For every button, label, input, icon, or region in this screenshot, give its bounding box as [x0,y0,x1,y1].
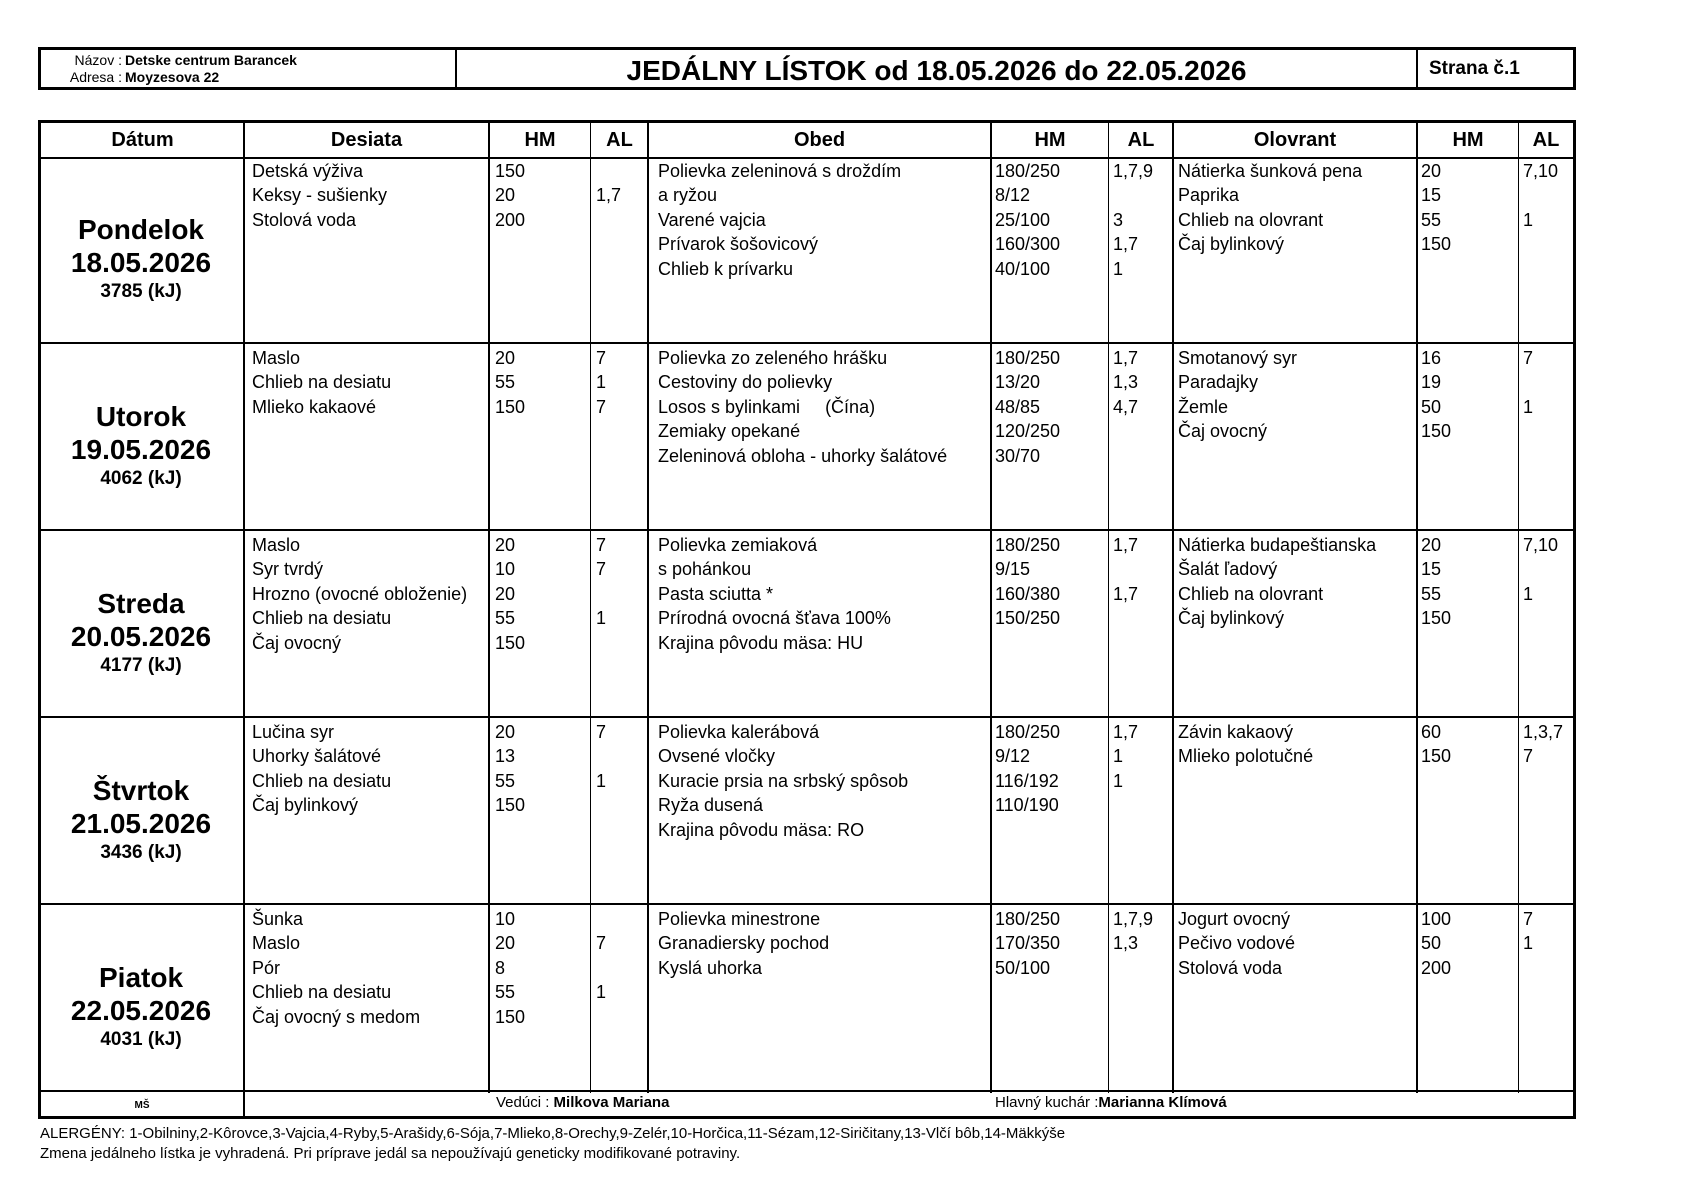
menu-item-weight: 13 [495,746,516,767]
menu-item-allergens [1523,232,1558,256]
menu-item-allergens: 1,3 [1113,933,1139,954]
menu-item-allergens: 7 [596,722,607,742]
menu-item: Zemiaky opekané [658,421,801,442]
day-date: 18.05.2026 [70,247,212,278]
menu-item-allergens [596,956,606,980]
allergens-note: ALERGÉNY: 1-Obilniny,2-Kôrovce,3-Vajcia,4-Ryby,5-Arašidy,6-Sója,7-Mlieko,8-Orechy,9-Zelér,10-Horčica,11-Sézam,12-Siričitany,13-Vlčí bôb,14-Mäkkýše [40,1125,1066,1142]
menu-item-allergens: 1,7 [1113,583,1139,604]
menu-item-allergens: 1 [1523,933,1534,954]
menu-item-allergens: 1,3 [1113,372,1139,393]
menu-item-weight: 180/250 [995,161,1061,181]
menu-item-allergens: 7 [596,348,607,368]
menu-item: Stolová voda [252,209,357,230]
menu-item-weight: 150 [495,795,526,816]
day-energy: 4031 (kJ) [100,1029,182,1050]
menu-item: Keksy - sušienky [252,185,388,206]
menu-item: Čaj bylinkový [1178,234,1285,255]
olovrant-items-column [1178,533,1376,631]
menu-item: Pečivo vodové [1178,933,1296,954]
menu-item-weight: 180/250 [995,722,1061,742]
menu-item-allergens [1113,183,1153,207]
menu-item-weight: 20 [495,535,516,555]
menu-item-allergens: 1 [596,982,607,1003]
day-date: 20.05.2026 [70,621,212,652]
menu-item-allergens: 1 [1523,396,1534,417]
olovrant-al-column [1523,346,1533,444]
menu-item: Zeleninová obloha - uhorky šalátové [658,445,948,466]
desiata-al-column [596,533,606,655]
day-row [41,905,1573,1092]
desiata-items-column [252,533,467,655]
menu-title: JEDÁLNY LÍSTOK od 18.05.2026 do 22.05.2026 [626,55,1247,86]
menu-item: s pohánkou [658,559,752,580]
menu-item: Prírodná ovocná šťava 100% [658,608,891,629]
menu-item-allergens: 1 [1523,209,1534,230]
menu-item-allergens [596,1005,606,1029]
day-date: 19.05.2026 [70,434,212,465]
menu-item: Losos s bylinkami (Čína) [658,396,876,417]
menu-item: Polievka zo zeleného hrášku [658,348,888,368]
menu-item-allergens [1113,444,1138,468]
facility-name-value: Detske centrum Barancek [125,52,297,68]
menu-item: Chlieb na olovrant [1178,209,1324,230]
menu-item-weight: 150 [495,161,526,181]
olovrant-hm-column [1421,159,1451,257]
menu-item-weight: 180/250 [995,909,1061,929]
col-divider [1108,123,1109,1093]
desiata-al-column [596,720,606,818]
obed-al-column [1113,720,1138,842]
menu-item-weight: 160/300 [995,234,1061,255]
table-header-row [41,123,1573,159]
col-header-hm: HM [1034,129,1066,151]
menu-item-allergens [1523,419,1533,443]
menu-item-allergens: 7 [596,535,607,555]
menu-item-allergens: 7 [596,559,607,580]
menu-item: Kyslá uhorka [658,957,763,978]
menu-item-weight: 19 [1421,372,1442,393]
menu-item-weight: 20 [1421,535,1442,555]
menu-item: Čaj bylinkový [252,795,359,816]
day-date: 21.05.2026 [70,808,212,839]
olovrant-hm-column [1421,720,1451,769]
menu-item-weight: 55 [495,372,516,393]
menu-item-allergens: 1,3,7 [1523,722,1564,742]
menu-item: Polievka minestrone [658,909,821,929]
menu-item-weight: 160/380 [995,583,1061,604]
col-header-al: AL [1532,129,1560,151]
menu-item: Polievka zemiaková [658,535,818,555]
desiata-items-column [252,720,391,818]
menu-item-weight: 55 [495,608,516,629]
menu-item-allergens: 1 [1113,258,1124,279]
desiata-hm-column [495,159,525,232]
menu-item: Chlieb na desiatu [252,372,392,393]
menu-item: Ovsené vločky [658,746,776,767]
col-divider [1416,123,1418,1093]
menu-item: Šunka [252,909,304,929]
menu-item: Chlieb k prívarku [658,258,794,279]
menu-item-allergens: 1 [596,372,607,393]
menu-item: Závin kakaový [1178,722,1294,742]
menu-item-allergens: 7,10 [1523,161,1559,181]
col-divider [1172,123,1174,1093]
day-name: Pondelok [77,214,204,245]
table-footer-row [41,1090,1573,1116]
obed-items-column [658,346,947,468]
day-name: Streda [97,588,185,619]
chef-name: Marianna Klímová [1098,1094,1227,1111]
obed-al-column [1113,907,1153,980]
menu-header [38,47,1576,90]
menu-item-weight: 120/250 [995,421,1061,442]
obed-hm-column [995,346,1060,468]
menu-item-weight: 180/250 [995,535,1061,555]
menu-item: a ryžou [658,185,718,206]
desiata-items-column [252,907,420,1029]
menu-item: Polievka zeleninová s droždím [658,161,902,181]
menu-item-allergens: 7,10 [1523,535,1559,555]
olovrant-items-column [1178,159,1362,257]
menu-item-allergens [1113,793,1138,817]
obed-hm-column [995,720,1060,842]
menu-item-weight: 55 [1421,209,1442,230]
menu-item-weight: 8/12 [995,185,1031,206]
menu-item: Chlieb na desiatu [252,608,392,629]
menu-item-weight: 200 [495,209,526,230]
menu-item-allergens: 1 [1523,583,1534,604]
menu-item-weight: 50/100 [995,957,1051,978]
day-label [41,213,241,305]
menu-item-weight: 48/85 [995,396,1041,417]
footer-initials: MŠ [134,1100,150,1111]
menu-item-allergens [1523,183,1558,207]
menu-item-weight: 10 [495,559,516,580]
menu-item: Mlieko kakaové [252,396,377,417]
menu-item-weight: 20 [495,722,516,742]
desiata-hm-column [495,346,525,419]
olovrant-al-column [1523,720,1563,769]
facility-name-label: Názov : [74,52,122,68]
obed-hm-column [995,907,1060,980]
footer-chef [995,1093,1227,1113]
obed-items-column [658,159,901,281]
menu-item-allergens [596,744,606,768]
menu-item-allergens: 1 [1113,770,1124,791]
desiata-hm-column [495,907,525,1029]
menu-item: Ryža dusená [658,795,764,816]
menu-item-weight: 8 [495,957,506,978]
desiata-al-column [596,907,606,1029]
col-header-desiata: Desiata [330,129,403,151]
menu-item-weight: 20 [1421,161,1442,181]
menu-item: Maslo [252,348,301,368]
menu-item-weight: 60 [1421,722,1442,742]
day-row [41,531,1573,718]
menu-item-weight: 16 [1421,348,1442,368]
col-header-al: AL [1127,129,1155,151]
menu-item-weight: 10 [495,909,516,929]
menu-item-weight: 150 [1421,234,1452,255]
menu-item-allergens: 1,7 [1113,348,1139,368]
menu-item: Nátierka budapeštianska [1178,535,1377,555]
menu-item: Maslo [252,535,301,555]
day-row [41,344,1573,531]
menu-item-weight: 50 [1421,396,1442,417]
facility-name [53,52,297,69]
menu-item: Hrozno (ovocné obloženie) [252,583,468,604]
desiata-al-column [596,159,621,232]
obed-al-column [1113,346,1138,468]
day-energy: 4177 (kJ) [100,655,182,676]
day-label [41,400,241,492]
menu-item-allergens: 1,7 [1113,234,1139,255]
menu-item-weight: 13/20 [995,372,1041,393]
menu-item-allergens: 1 [1113,746,1124,767]
obed-hm-column [995,159,1060,281]
menu-item-weight: 116/192 [995,770,1059,791]
col-header-obed: Obed [793,129,846,151]
olovrant-al-column [1523,907,1533,980]
menu-item: Pasta sciutta * [658,583,774,604]
menu-item: Smotanový syr [1178,348,1298,368]
menu-item-allergens: 1,7,9 [1113,161,1154,181]
menu-item-allergens [596,208,621,232]
col-divider [990,123,992,1093]
menu-item: Chlieb na olovrant [1178,583,1324,604]
menu-item-allergens [1113,818,1138,842]
menu-item-weight: 110/190 [995,795,1059,816]
col-divider [488,123,490,1093]
menu-item: Chlieb na desiatu [252,982,392,1003]
olovrant-hm-column [1421,346,1451,444]
notes [40,1124,1065,1164]
olovrant-al-column [1523,159,1558,257]
menu-item: Maslo [252,933,301,954]
menu-item-allergens [1523,557,1558,581]
col-divider [590,123,591,1093]
olovrant-al-column [1523,533,1558,631]
menu-item-allergens [1113,419,1138,443]
menu-item-allergens: 7 [1523,909,1534,929]
menu-item-allergens: 3 [1113,209,1124,230]
menu-item: Uhorky šalátové [252,746,382,767]
menu-item-weight: 20 [495,933,516,954]
menu-item-allergens [596,582,606,606]
day-row [41,718,1573,905]
menu-item-allergens [1113,956,1153,980]
obed-items-column [658,907,829,980]
menu-item-weight: 150 [1421,421,1452,442]
menu-item: Pór [252,957,281,978]
menu-item: Krajina pôvodu mäsa: HU [658,632,864,653]
menu-item-allergens [596,907,606,931]
menu-item-weight: 9/12 [995,746,1031,767]
menu-item-allergens: 7 [1523,746,1534,767]
manager-name: Milkova Mariana [553,1094,670,1111]
olovrant-items-column [1178,907,1295,980]
menu-item-weight: 25/100 [995,209,1051,230]
menu-item-allergens: 1,7,9 [1113,909,1154,929]
menu-item-allergens: 1,7 [596,185,622,206]
menu-item: Polievka kalerábová [658,722,820,742]
day-name: Utorok [95,401,187,432]
desiata-items-column [252,346,391,419]
page-cell [1418,50,1573,87]
menu-item-allergens [1113,557,1138,581]
menu-item-weight: 150/250 [995,608,1061,629]
menu-item: Varené vajcia [658,209,766,230]
menu-item-weight: 150 [495,1006,526,1027]
menu-item: Cestoviny do polievky [658,372,833,393]
facility-address-value: Moyzesova 22 [125,69,220,85]
day-name: Štvrtok [92,775,190,806]
menu-item: Šalát ľadový [1178,559,1278,580]
menu-item-weight: 20 [495,185,516,206]
menu-item: Jogurt ovocný [1178,909,1291,929]
menu-item-weight: 170/350 [995,933,1061,954]
day-row [41,157,1573,344]
menu-item-weight: 55 [495,770,516,791]
menu-item: Paradajky [1178,372,1259,393]
desiata-items-column [252,159,387,232]
menu-item-weight: 180/250 [995,348,1061,368]
menu-item-weight: 15 [1421,185,1442,206]
menu-item-weight: 150 [495,632,526,653]
olovrant-hm-column [1421,533,1451,631]
menu-item-weight [995,818,1060,842]
facility-info [41,50,457,87]
menu-item: Čaj ovocný [1178,421,1268,442]
menu-item: Lučina syr [252,722,335,742]
day-name: Piatok [98,962,184,993]
page-number: Strana č.1 [1429,58,1520,79]
menu-item: Čaj bylinkový [1178,608,1285,629]
menu-item-weight: 15 [1421,559,1442,580]
menu-item: Čaj ovocný [252,632,342,653]
menu-item-allergens: 7 [596,396,607,417]
olovrant-items-column [1178,346,1297,444]
day-label [41,774,241,866]
day-label [41,587,241,679]
day-date: 22.05.2026 [70,995,212,1026]
menu-item-weight: 150 [495,396,526,417]
col-header-al: AL [606,129,633,151]
title-cell [457,50,1418,87]
col-divider [647,123,649,1093]
obed-al-column [1113,159,1153,281]
menu-item-weight: 40/100 [995,258,1051,279]
menu-item-allergens [596,793,606,817]
day-label [41,961,241,1053]
menu-item: Krajina pôvodu mäsa: RO [658,819,865,840]
col-divider [1518,123,1519,1093]
menu-item-weight: 200 [1421,957,1452,978]
day-energy: 3436 (kJ) [100,842,182,863]
col-header-olovrant: Olovrant [1253,129,1337,151]
menu-item-allergens [1523,606,1558,630]
menu-item-allergens: 7 [1523,348,1534,368]
col-divider [243,123,245,1093]
olovrant-items-column [1178,720,1313,769]
menu-item-weight [995,631,1060,655]
menu-item-allergens: 4,7 [1113,396,1139,417]
menu-item: Detská výživa [252,161,364,181]
col-header-hm: HM [524,129,556,151]
menu-item-weight: 55 [1421,583,1442,604]
menu-item: Kuracie prsia na srbský spôsob [658,770,909,791]
menu-item: Prívarok šošovicový [658,234,819,255]
facility-address [53,69,219,86]
menu-item: Syr tvrdý [252,559,324,580]
menu-item: Granadiersky pochod [658,933,830,954]
facility-address-label: Adresa : [69,69,122,85]
menu-item-weight: 150 [1421,608,1452,629]
obed-al-column [1113,533,1138,655]
menu-item-weight: 55 [495,982,516,1003]
menu-item-allergens [596,631,606,655]
menu-item-weight: 30/70 [995,445,1041,466]
menu-item-weight: 150 [1421,746,1452,767]
menu-item-weight: 100 [1421,909,1452,929]
day-energy: 3785 (kJ) [100,281,182,302]
desiata-hm-column [495,533,525,655]
menu-item-allergens [1113,631,1138,655]
menu-item-allergens [1523,370,1533,394]
menu-item-allergens [1113,606,1138,630]
obed-hm-column [995,533,1060,655]
obed-items-column [658,533,891,655]
desiata-al-column [596,346,606,419]
menu-table [38,120,1576,1119]
menu-item-allergens [596,159,621,183]
menu-item: Nátierka šunková pena [1178,161,1363,181]
obed-items-column [658,720,908,842]
menu-item-weight: 20 [495,348,516,368]
menu-item: Paprika [1178,185,1240,206]
menu-item: Chlieb na desiatu [252,770,392,791]
chef-label: Hlavný kuchár : [995,1094,1099,1111]
menu-item: Stolová voda [1178,957,1283,978]
menu-item-allergens: 1 [596,770,607,791]
olovrant-hm-column [1421,907,1451,980]
menu-item-allergens: 7 [596,933,607,954]
col-header-hm: HM [1452,129,1484,151]
menu-item-weight: 50 [1421,933,1442,954]
menu-item-allergens [1523,956,1533,980]
menu-item-allergens: 1 [596,608,607,629]
disclaimer-note: Zmena jedálneho lístka je vyhradená. Pri príprave jedál sa nepoužívajú geneticky modifikované potraviny. [40,1145,741,1162]
day-energy: 4062 (kJ) [100,468,182,489]
col-header-date: Dátum [111,129,174,151]
menu-item-weight: 9/15 [995,559,1031,580]
menu-item-allergens: 1,7 [1113,535,1139,555]
menu-item: Žemle [1178,396,1229,417]
desiata-hm-column [495,720,525,818]
menu-item-weight: 20 [495,583,516,604]
footer-manager [496,1093,669,1113]
menu-item: Mlieko polotučné [1178,746,1314,767]
manager-label: Vedúci : [496,1094,550,1111]
menu-item: Čaj ovocný s medom [252,1006,421,1027]
menu-item-allergens: 1,7 [1113,722,1139,742]
